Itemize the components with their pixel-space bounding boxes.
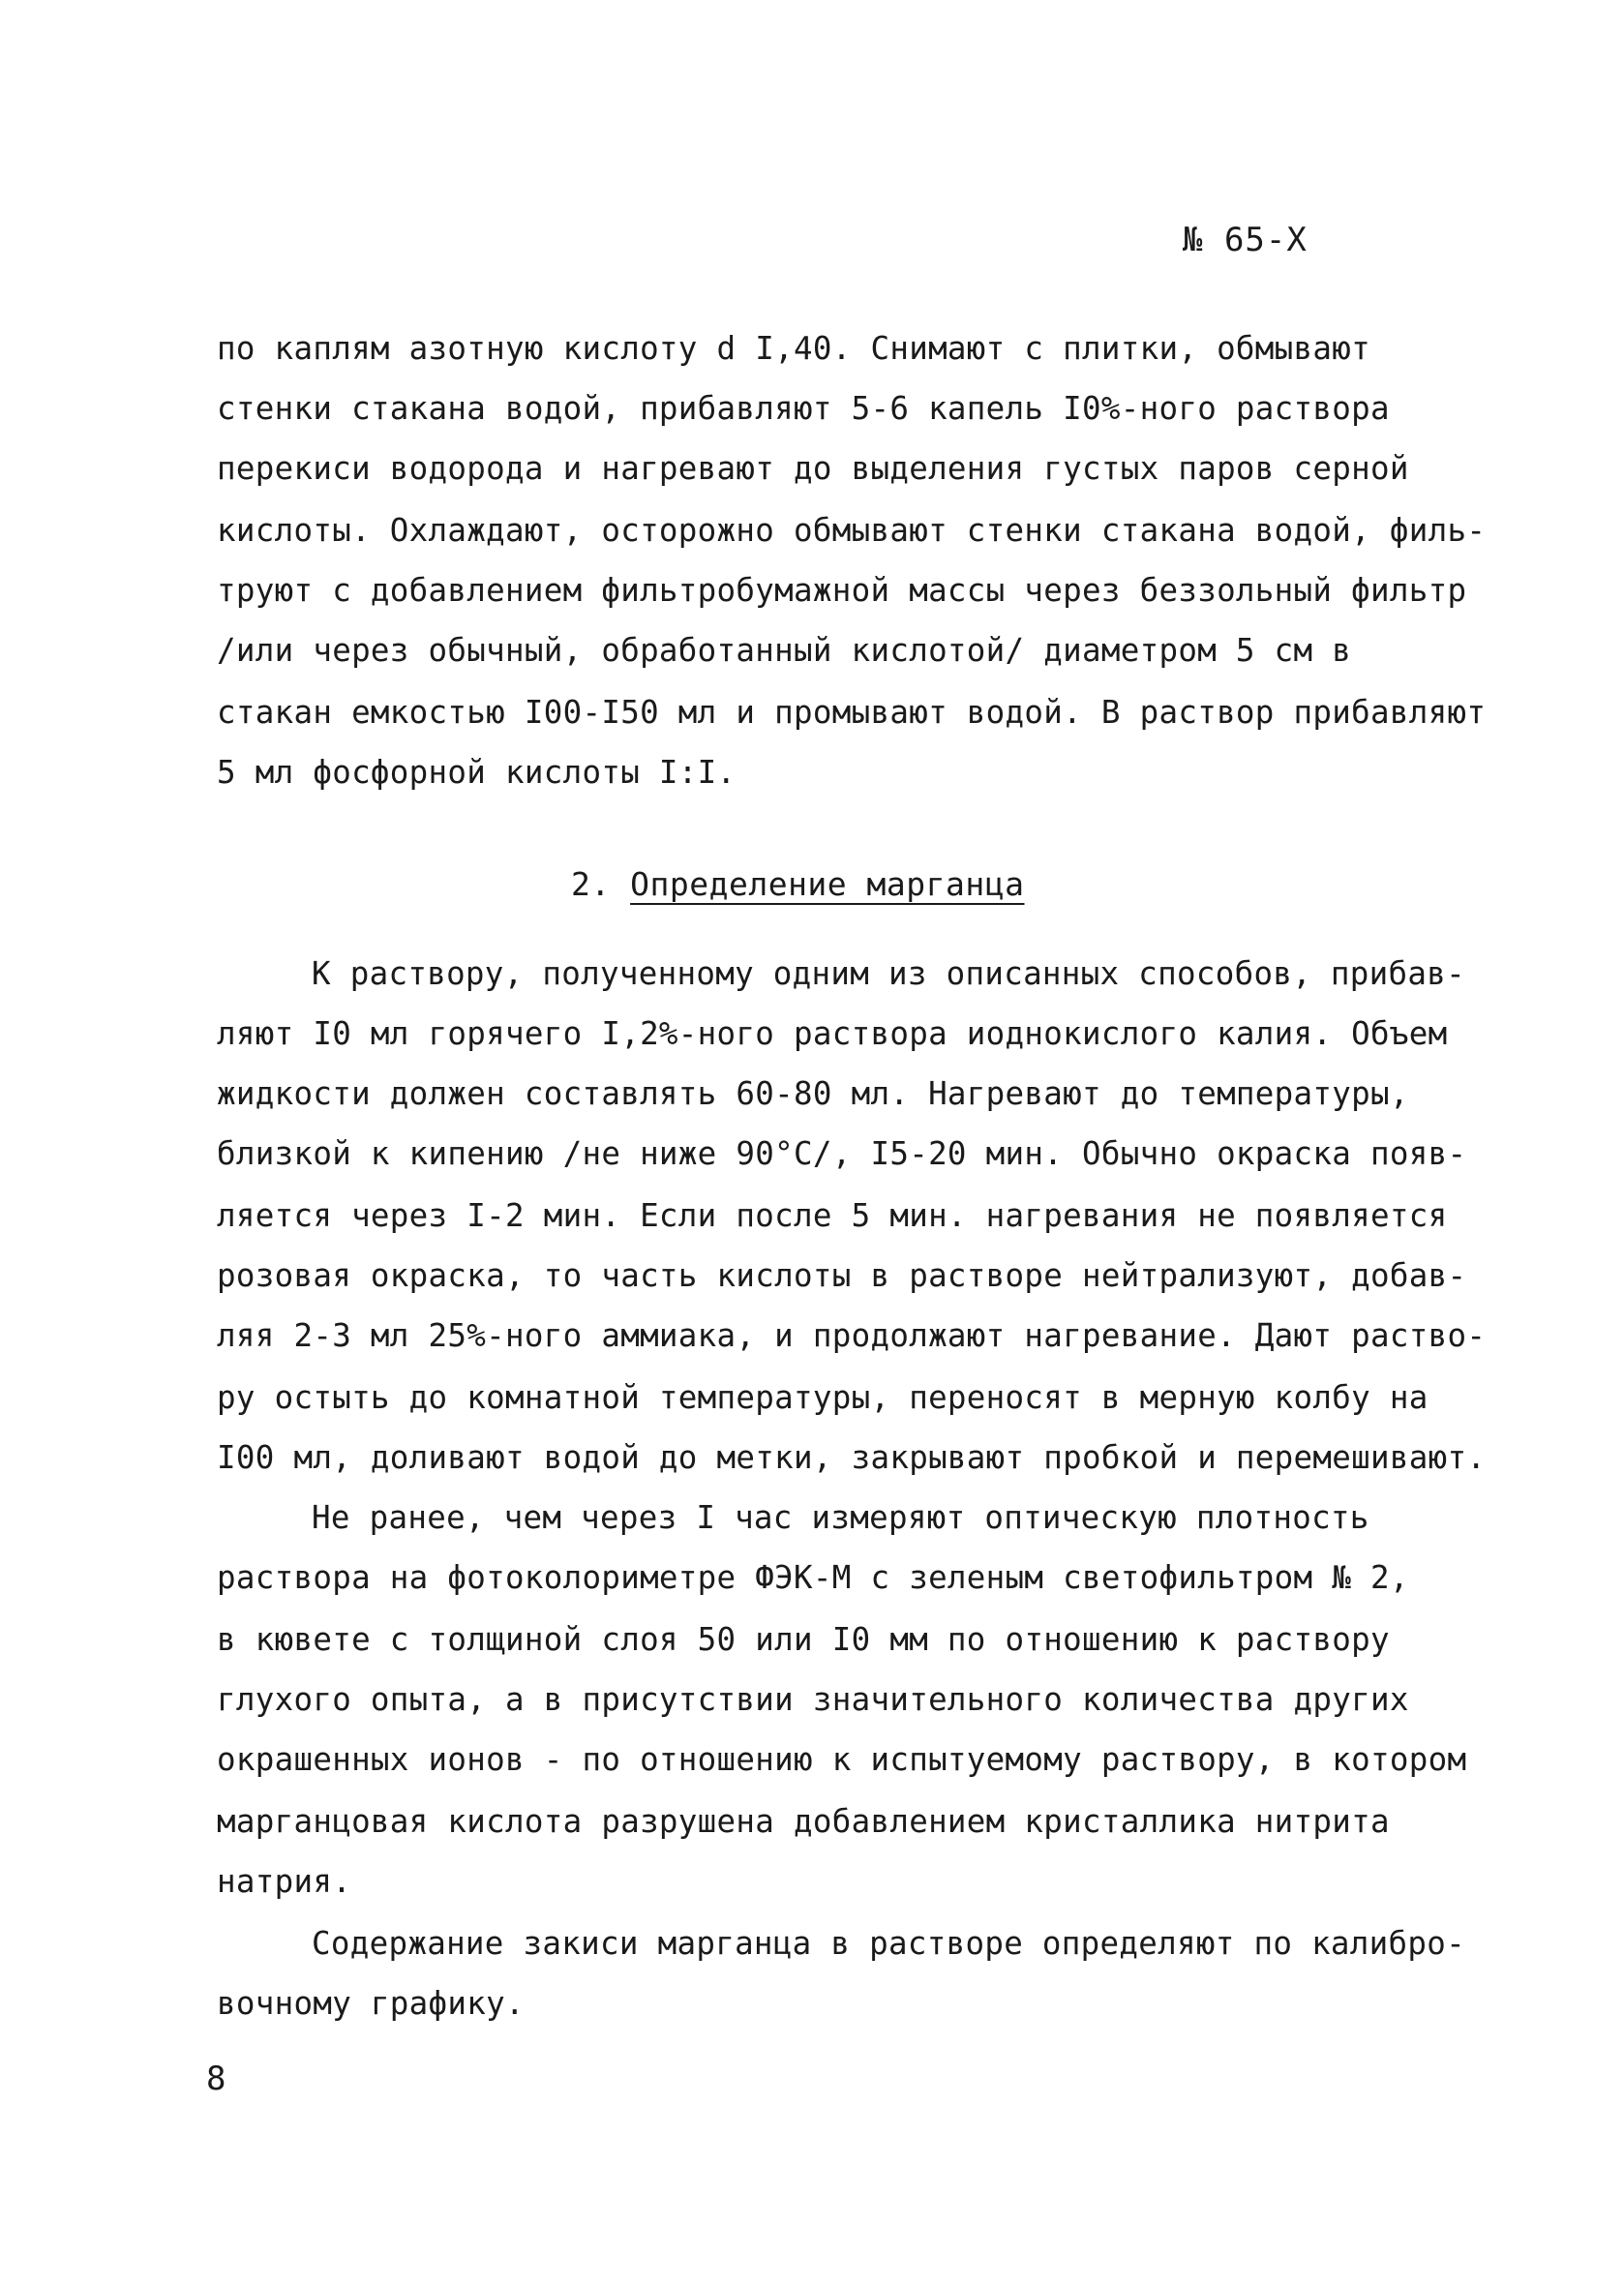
paragraph-3-line: марганцовая кислота разрушена добавлением кристаллика нитрита: [217, 1803, 1390, 1840]
paragraph-3-line: Не ранее, чем через I час измеряют оптическую плотность: [312, 1499, 1369, 1536]
paragraph-4-line: вочному графику.: [217, 1985, 525, 2022]
paragraph-3-line: в кювете с толщиной слоя 50 или I0 мм по отношению к раствору: [217, 1621, 1390, 1658]
paragraph-2-line: розовая окраска, то часть кислоты в растворе нейтрализуют, добав-: [217, 1257, 1467, 1294]
paragraph-2-line: ляют I0 мл горячего I,2%-ного раствора иоднокислого калия. Объем: [217, 1015, 1448, 1052]
paragraph-2-line: ру остыть до комнатной температуры, переносят в мерную колбу на: [217, 1379, 1429, 1416]
paragraph-3-line: натрия.: [217, 1863, 352, 1900]
paragraph-1-line: стакан емкостью I00-I50 мл и промывают водой. В раствор прибавляют: [217, 694, 1487, 731]
document-number: № 65-Х: [1183, 221, 1308, 259]
paragraph-2-line: ляется через I-2 мин. Если после 5 мин. нагревания не появляется: [217, 1197, 1448, 1234]
paragraph-2-line: К раствору, полученному одним из описанных способов, прибав-: [312, 955, 1465, 992]
section-title: Определение марганца: [630, 865, 1025, 903]
paragraph-2-line: жидкости должен составлять 60-80 мл. Нагревают до температуры,: [217, 1075, 1409, 1112]
paragraph-3-line: раствора на фотоколориметре ФЭК-М с зеленым светофильтром № 2,: [217, 1559, 1409, 1596]
paragraph-4-line: Содержание закиси марганца в растворе определяют по калибро-: [312, 1925, 1465, 1962]
page-number: 8: [206, 2060, 226, 2098]
paragraph-2-line: близкой к кипению /не ниже 90°С/, I5-20 мин. Обычно окраска появ-: [217, 1135, 1467, 1172]
paragraph-1-line: стенки стакана водой, прибавляют 5-6 капель I0%-ного раствора: [217, 390, 1390, 427]
paragraph-1-line: /или через обычный, обработанный кислотой/ диаметром 5 см в: [217, 632, 1352, 669]
section-number: 2.: [571, 865, 611, 903]
paragraph-1-line: по каплям азотную кислоту d I,40. Снимают с плитки, обмывают: [217, 330, 1370, 367]
paragraph-1-line: 5 мл фосфорной кислоты I:I.: [217, 754, 737, 791]
paragraph-1-line: кислоты. Охлаждают, осторожно обмывают стенки стакана водой, филь-: [217, 512, 1487, 549]
paragraph-2-line: I00 мл, доливают водой до метки, закрывают пробкой и перемешивают.: [217, 1439, 1487, 1476]
paragraph-3-line: глухого опыта, а в присутствии значительного количества других: [217, 1681, 1409, 1718]
paragraph-1-line: перекиси водорода и нагревают до выделения густых паров серной: [217, 450, 1409, 487]
paragraph-3-line: окрашенных ионов - по отношению к испытуемому раствору, в котором: [217, 1741, 1467, 1778]
paragraph-2-line: ляя 2-3 мл 25%-ного аммиака, и продолжают нагревание. Дают раство-: [217, 1317, 1487, 1354]
section-heading: [571, 865, 1024, 903]
paragraph-1-line: труют с добавлением фильтробумажной массы через беззольный фильтр: [217, 572, 1467, 609]
